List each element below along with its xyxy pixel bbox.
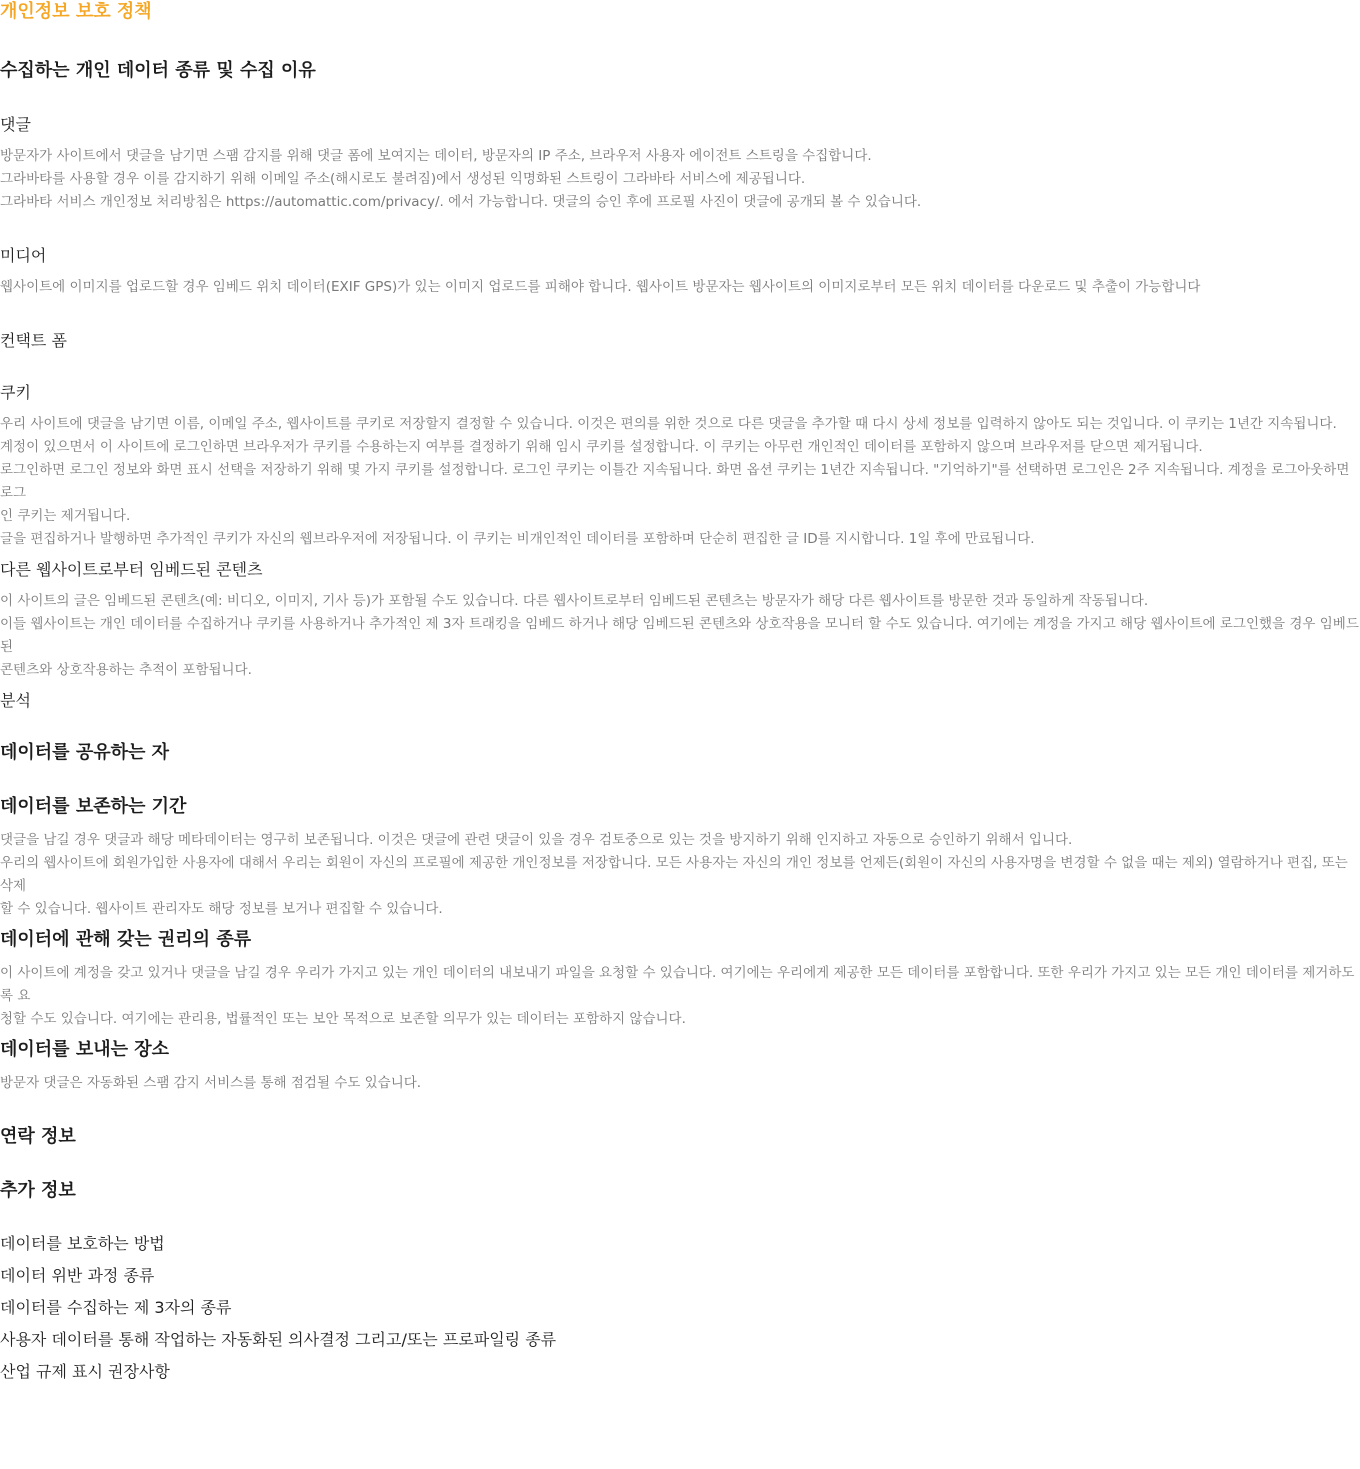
heading-rights: 데이터에 관해 갖는 권리의 종류 — [0, 929, 252, 950]
paragraph-media — [0, 276, 1360, 299]
heading-extra-info: 추가 정보 — [0, 1180, 76, 1201]
text-line: 그라바타 서비스 개인정보 처리방침은 https://automattic.com/privacy/. 에서 가능합니다. 댓글의 승인 후에 프로필 사진이 댓글에 공개되 볼 수 있습니다. — [0, 194, 922, 210]
heading-media: 미디어 — [0, 246, 47, 265]
text-line: 로그인하면 로그인 정보와 화면 표시 선택을 저장하기 위해 몇 가지 쿠키를 설정합니다. 로그인 쿠키는 이틀간 지속됩니다. 화면 옵션 쿠키는 1년간 지속됩니다. "기억하기"를 선택하면 로그인은 2주 지속됩니다. 계정을 로그아웃하면 로그 — [0, 462, 1350, 501]
text-line: 계정이 있으면서 이 사이트에 로그인하면 브라우저가 쿠키를 수용하는지 여부를 결정하기 위해 임시 쿠키를 설정합니다. 이 쿠키는 아무런 개인적인 데이터를 포함하지 않으며 브라우저를 닫으면 제거됩니다. — [0, 439, 1203, 455]
heading-share: 데이터를 공유하는 자 — [0, 742, 170, 763]
paragraph-cookies — [0, 413, 1360, 551]
text-line: 웹사이트에 이미지를 업로드할 경우 임베드 위치 데이터(EXIF GPS)가 있는 이미지 업로드를 피해야 합니다. 웹사이트 방문자는 웹사이트의 이미지로부터 모든 위치 데이터를 다운로드 및 추출이 가능합니다 — [0, 279, 1201, 295]
heading-collect: 수집하는 개인 데이터 종류 및 수집 이유 — [0, 60, 316, 81]
extra-item-automated-decisions: 사용자 데이터를 통해 작업하는 자동화된 의사결정 그리고/또는 프로파일링 종류 — [0, 1330, 557, 1349]
text-line: 글을 편집하거나 발행하면 추가적인 쿠키가 자신의 웹브라우저에 저장됩니다. 이 쿠키는 비개인적인 데이터를 포함하며 단순히 편집한 글 ID를 지시합니다. 1일 후에 만료됩니다. — [0, 531, 1035, 547]
text-line: 우리 사이트에 댓글을 남기면 이름, 이메일 주소, 웹사이트를 쿠키로 저장할지 결정할 수 있습니다. 이것은 편의를 위한 것으로 다른 댓글을 추가할 때 다시 상세 정보를 입력하지 않아도 되는 것입니다. 이 쿠키는 1년간 지속됩니다. — [0, 416, 1337, 432]
text-line: 인 쿠키는 제거됩니다. — [0, 508, 131, 524]
text-line: 댓글을 남길 경우 댓글과 해당 메타데이터는 영구히 보존됩니다. 이것은 댓글에 관련 댓글이 있을 경우 검토중으로 있는 것을 방지하기 위해 인지하고 자동으로 승인하기 위해서 입니다. — [0, 832, 1073, 848]
extra-item-third-parties: 데이터를 수집하는 제 3자의 종류 — [0, 1298, 232, 1317]
heading-retention: 데이터를 보존하는 기간 — [0, 796, 187, 817]
heading-comments: 댓글 — [0, 115, 31, 134]
text-line: 방문자 댓글은 자동화된 스팸 감지 서비스를 통해 점검될 수도 있습니다. — [0, 1075, 422, 1091]
heading-contact-info: 연락 정보 — [0, 1126, 76, 1147]
text-line: 방문자가 사이트에서 댓글을 남기면 스팸 감지를 위해 댓글 폼에 보여지는 데이터, 방문자의 IP 주소, 브라우저 사용자 에이전트 스트링을 수집합니다. — [0, 148, 872, 164]
extra-item-breach-procedure: 데이터 위반 과정 종류 — [0, 1266, 155, 1285]
extra-item-data-protection: 데이터를 보호하는 방법 — [0, 1234, 165, 1253]
text-line: 청할 수도 있습니다. 여기에는 관리용, 법률적인 또는 보안 목적으로 보존할 의무가 있는 데이터는 포함하지 않습니다. — [0, 1011, 686, 1027]
paragraph-retention — [0, 829, 1360, 921]
paragraph-comments — [0, 145, 1360, 214]
text-line: 콘텐츠와 상호작용하는 추적이 포함됩니다. — [0, 662, 252, 678]
text-line: 이 사이트의 글은 임베드된 콘텐츠(예: 비디오, 이미지, 기사 등)가 포함될 수도 있습니다. 다른 웹사이트로부터 임베드된 콘텐츠는 방문자가 해당 다른 웹사이트를 방문한 것과 동일하게 작동됩니다. — [0, 593, 1149, 609]
paragraph-send — [0, 1072, 1360, 1095]
text-line: 우리의 웹사이트에 회원가입한 사용자에 대해서 우리는 회원이 자신의 프로필에 제공한 개인정보를 저장합니다. 모든 사용자는 자신의 개인 정보를 언제든(회원이 자신의 사용자명을 변경할 수 없을 때는 제외) 열람하거나 편집, 또는 삭제 — [0, 855, 1348, 894]
heading-send: 데이터를 보내는 장소 — [0, 1039, 170, 1060]
text-line: 이 사이트에 계정을 갖고 있거나 댓글을 남길 경우 우리가 가지고 있는 개인 데이터의 내보내기 파일을 요청할 수 있습니다. 여기에는 우리에게 제공한 모든 데이터를 포함합니다. 또한 우리가 가지고 있는 모든 개인 데이터를 제거하도록 요 — [0, 965, 1355, 1004]
heading-cookies: 쿠키 — [0, 383, 31, 402]
heading-embedded-content: 다른 웹사이트로부터 임베드된 콘텐츠 — [0, 560, 263, 579]
heading-contact-form: 컨택트 폼 — [0, 331, 67, 350]
text-line: 그라바타를 사용할 경우 이를 감지하기 위해 이메일 주소(해시로도 불려짐)에서 생성된 익명화된 스트링이 그라바타 서비스에 제공됩니다. — [0, 171, 806, 187]
text-line: 할 수 있습니다. 웹사이트 관리자도 해당 정보를 보거나 편집할 수 있습니다. — [0, 901, 443, 917]
paragraph-embedded-content — [0, 590, 1360, 682]
extra-item-industry-regulation: 산업 규제 표시 권장사항 — [0, 1362, 170, 1381]
paragraph-rights — [0, 962, 1360, 1031]
text-line: 이들 웹사이트는 개인 데이터를 수집하거나 쿠키를 사용하거나 추가적인 제 3자 트래킹을 임베드 하거나 해당 임베드된 콘텐츠와 상호작용을 모니터 할 수도 있습니다. 여기에는 계정을 가지고 해당 웹사이트에 로그인했을 경우 임베드된 — [0, 616, 1359, 655]
heading-analytics: 분석 — [0, 691, 31, 710]
page-title: 개인정보 보호 정책 — [0, 1, 152, 22]
